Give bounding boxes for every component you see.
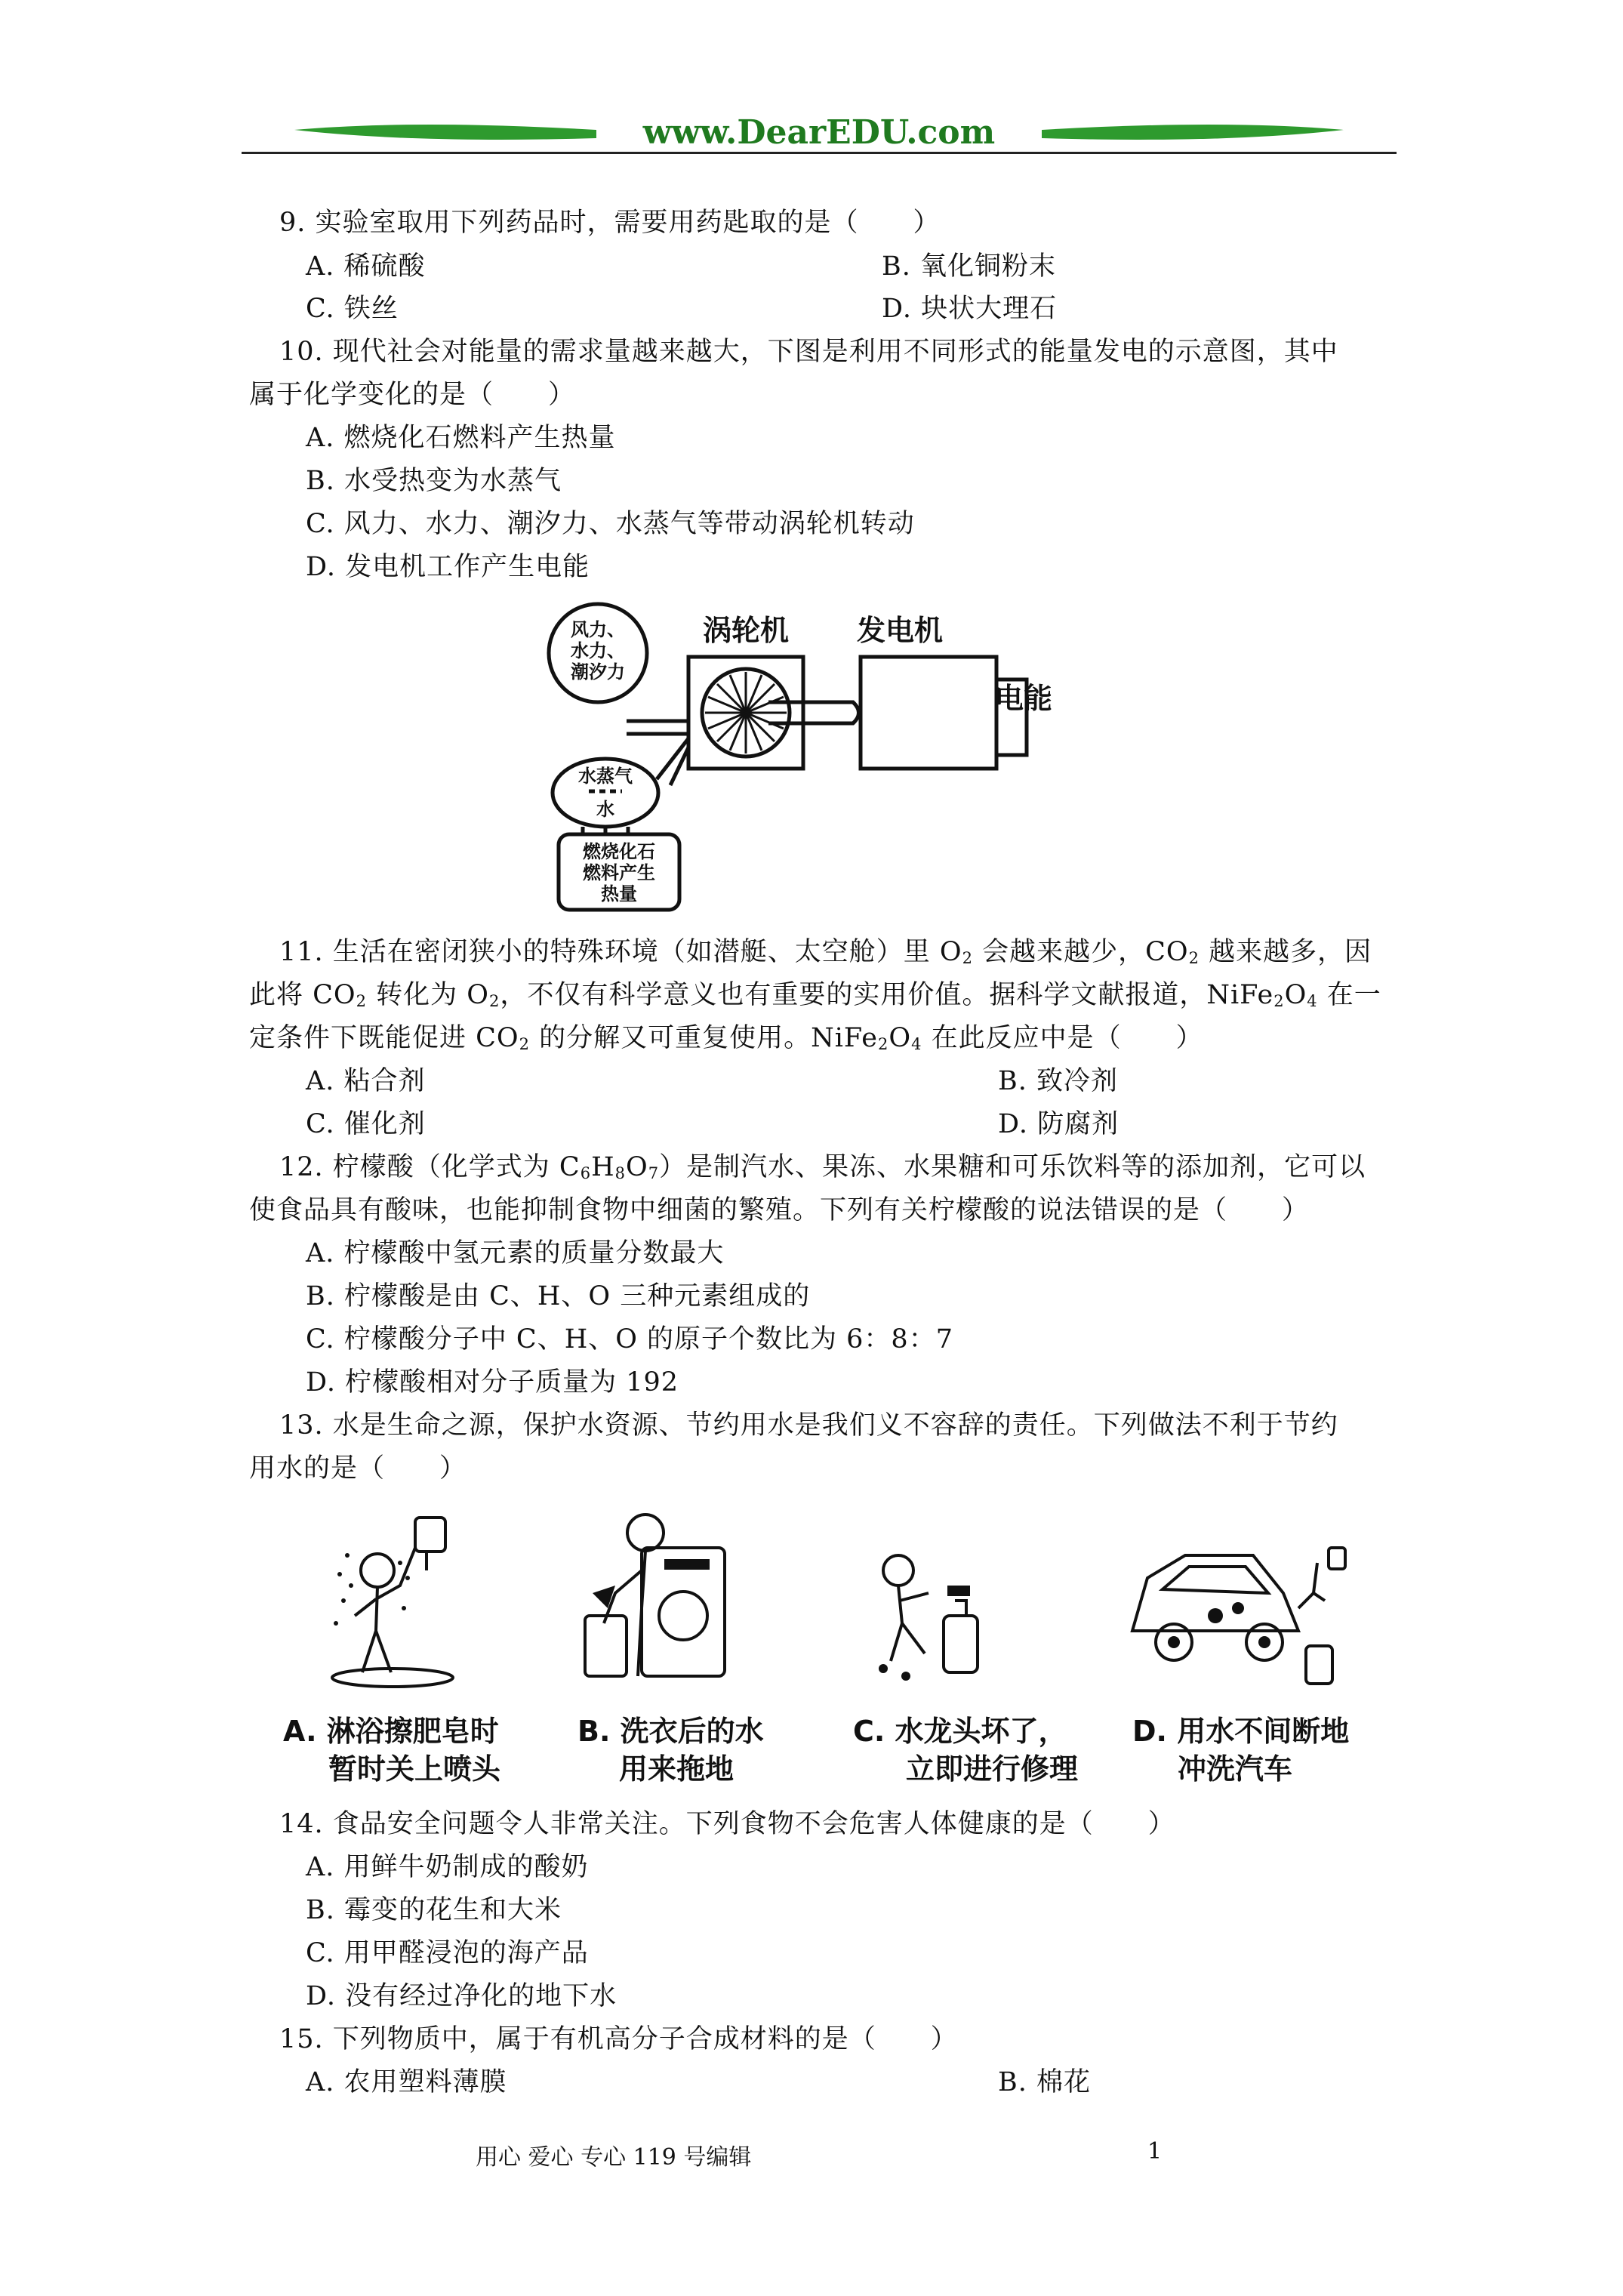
q12-stem-line1: 12. 柠檬酸（化学式为 $C_6H_8O_7$）是制汽水、果冻、水果糖和可乐饮料等的添加剂，它可以 bbox=[279, 1152, 1366, 1183]
q12-option-b: B. 柠檬酸是由 C、H、O 三种元素组成的 bbox=[306, 1281, 811, 1311]
q13-stem-line1: 13. 水是生命之源，保护水资源、节约用水是我们义不容辞的责任。下列做法不利于节约 bbox=[279, 1410, 1338, 1441]
q13-caption-b-line2: 用来拖地 bbox=[619, 1752, 735, 1786]
wind-label-1: 风力、 bbox=[571, 619, 625, 640]
q13-caption-a-line2: 暂时关上喷头 bbox=[328, 1752, 501, 1786]
site-logo[interactable]: www.DearEDU.com bbox=[642, 113, 996, 152]
q12-option-a: A. 柠檬酸中氢元素的质量分数最大 bbox=[306, 1238, 725, 1268]
q9-option-c: C. 铁丝 bbox=[306, 294, 399, 324]
steam-label: 水蒸气 bbox=[578, 766, 633, 787]
q13-caption-d-line2: 冲洗汽车 bbox=[1178, 1752, 1293, 1786]
q13-caption-b-line1: B. 洗衣后的水 bbox=[577, 1715, 764, 1748]
fuel-label-2: 燃料产生 bbox=[583, 862, 655, 883]
shower-illustration bbox=[317, 1502, 468, 1691]
q15-option-b: B. 棉花 bbox=[998, 2067, 1091, 2097]
q13-caption-d-line1: D. 用水不间断地 bbox=[1132, 1715, 1350, 1748]
q13-caption-c-line2: 立即进行修理 bbox=[906, 1752, 1079, 1786]
q14-option-a: A. 用鲜牛奶制成的酸奶 bbox=[306, 1852, 589, 1882]
q10-option-b: B. 水受热变为水蒸气 bbox=[306, 466, 562, 496]
q14-stem: 14. 食品安全问题令人非常关注。下列食物不会危害人体健康的是（ ） bbox=[279, 1809, 1175, 1839]
q14-option-b: B. 霉变的花生和大米 bbox=[306, 1895, 562, 1925]
footer-editor-note: 用心 爱心 专心 119 号编辑 bbox=[476, 2144, 752, 2171]
q13-caption-c-line1: C. 水龙头坏了， bbox=[853, 1715, 1067, 1748]
q11-option-d: D. 防腐剂 bbox=[998, 1109, 1119, 1139]
q10-stem-line2: 属于化学变化的是（ ） bbox=[249, 380, 576, 410]
q11-option-c: C. 催化剂 bbox=[306, 1109, 426, 1139]
q11-option-b: B. 致冷剂 bbox=[998, 1066, 1118, 1096]
q13-stem-line2: 用水的是（ ） bbox=[249, 1453, 467, 1484]
water-label: 水 bbox=[596, 799, 614, 820]
energy-diagram bbox=[544, 596, 1087, 914]
wind-label-3: 潮汐力 bbox=[571, 661, 625, 683]
q11-stem-line1: 11. 生活在密闭狭小的特殊环境（如潜艇、太空舱）里 $O_2$ 会越来越少，$CO_2$ 越来越多，因 bbox=[279, 937, 1372, 968]
q10-stem-line1: 10. 现代社会对能量的需求量越来越大，下图是利用不同形式的能量发电的示意图，其中 bbox=[279, 337, 1338, 367]
q10-option-c: C. 风力、水力、潮汐力、水蒸气等带动涡轮机转动 bbox=[306, 509, 915, 539]
q10-option-a: A. 燃烧化石燃料产生热量 bbox=[306, 423, 616, 453]
q13-caption-a-line1: A. 淋浴擦肥皂时 bbox=[283, 1715, 499, 1748]
q11-stem-line3: 定条件下既能促进 $CO_2$ 的分解又可重复使用。$NiFe_2O_4$ 在此反应中是（ ） bbox=[249, 1023, 1203, 1054]
q9-option-d: D. 块状大理石 bbox=[882, 294, 1058, 324]
q10-option-d: D. 发电机工作产生电能 bbox=[306, 552, 590, 582]
q9-stem: 9. 实验室取用下列药品时，需要用药匙取的是（ ） bbox=[279, 208, 941, 238]
q12-option-c: C. 柠檬酸分子中 C、H、O 的原子个数比为 6：8：7 bbox=[306, 1324, 953, 1354]
generator-box bbox=[861, 657, 996, 769]
page-number: 1 bbox=[1147, 2138, 1163, 2165]
q14-option-c: C. 用甲醛浸泡的海产品 bbox=[306, 1938, 589, 1968]
wind-label-2: 水力、 bbox=[571, 640, 625, 661]
washing-illustration bbox=[570, 1502, 751, 1691]
power-label: 电能 bbox=[994, 682, 1053, 715]
q9-option-a: A. 稀硫酸 bbox=[306, 251, 426, 282]
generator-label: 发电机 bbox=[856, 614, 944, 647]
q15-option-a: A. 农用塑料薄膜 bbox=[306, 2067, 507, 2097]
turbine-label: 涡轮机 bbox=[702, 614, 790, 647]
q12-stem-line2: 使食品具有酸味，也能抑制食物中细菌的繁殖。下列有关柠檬酸的说法错误的是（ ） bbox=[249, 1195, 1310, 1225]
car-wash-illustration bbox=[1125, 1518, 1351, 1691]
q11-option-a: A. 粘合剂 bbox=[306, 1066, 426, 1096]
q14-option-d: D. 没有经过净化的地下水 bbox=[306, 1981, 617, 2011]
q12-option-d: D. 柠檬酸相对分子质量为 192 bbox=[306, 1367, 679, 1398]
q15-stem: 15. 下列物质中，属于有机高分子合成材料的是（ ） bbox=[279, 2024, 958, 2054]
fuel-label-3: 热量 bbox=[601, 883, 637, 905]
header-rule bbox=[242, 152, 1397, 154]
fuel-label-1: 燃烧化石 bbox=[583, 841, 655, 862]
q11-stem-line2: 此将 $CO_2$ 转化为 $O_2$，不仅有科学意义也有重要的实用价值。据科学文献报道，$NiFe_2O_4$ 在一 bbox=[249, 980, 1381, 1011]
q9-option-b: B. 氧化铜粉末 bbox=[882, 251, 1056, 282]
faucet-illustration bbox=[861, 1533, 1012, 1691]
